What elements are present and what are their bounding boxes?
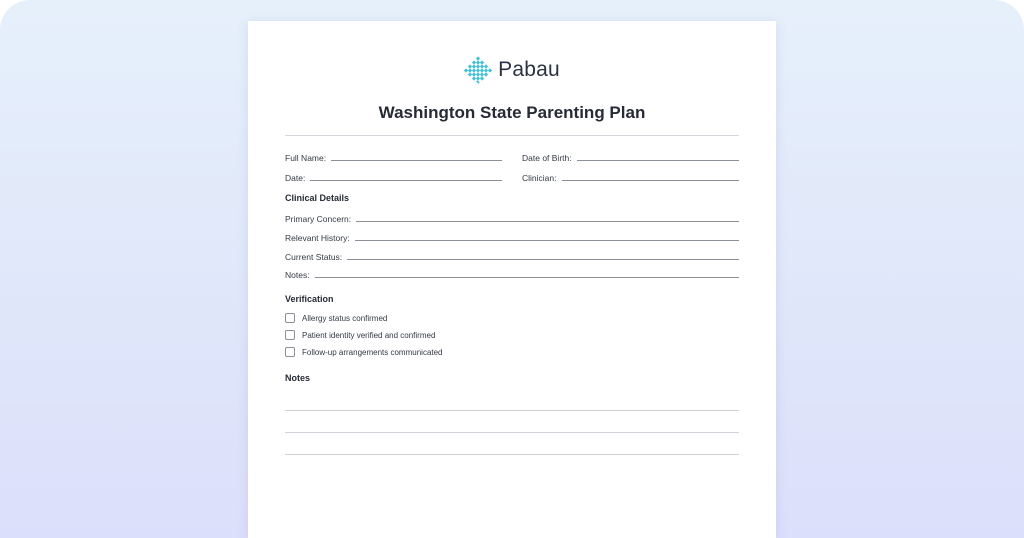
notes-line[interactable] (285, 432, 739, 433)
title-divider (285, 135, 739, 136)
current-status-line[interactable] (347, 259, 739, 260)
brand-logo (248, 55, 776, 85)
date-of-birth-label: Date of Birth: (522, 153, 572, 163)
date-field[interactable] (285, 169, 502, 183)
checkbox[interactable] (285, 313, 295, 323)
notes-line[interactable] (285, 454, 739, 455)
primary-concern-field[interactable] (285, 210, 739, 224)
date-line[interactable] (310, 180, 502, 181)
notes-heading: Notes (285, 373, 311, 383)
clinician-label: Clinician: (522, 173, 557, 183)
current-status-field[interactable] (285, 248, 739, 262)
checkbox-label: Follow-up arrangements communicated (302, 347, 443, 357)
full-name-label: Full Name: (285, 153, 327, 163)
form-sheet (248, 21, 776, 538)
verification-item-allergy[interactable] (285, 313, 387, 323)
clinical-notes-line[interactable] (315, 277, 739, 278)
checkbox[interactable] (285, 347, 295, 357)
relevant-history-label: Relevant History: (285, 233, 350, 243)
checkbox-label: Patient identity verified and confirmed (302, 330, 436, 340)
clinical-notes-field[interactable] (285, 266, 739, 280)
verification-item-follow-up[interactable] (285, 347, 443, 357)
primary-concern-line[interactable] (356, 221, 739, 222)
primary-concern-label: Primary Concern: (285, 214, 352, 224)
full-name-field[interactable] (285, 149, 502, 163)
clinical-details-heading: Clinical Details (285, 193, 350, 203)
checkbox-label: Allergy status confirmed (302, 313, 388, 323)
relevant-history-field[interactable] (285, 229, 739, 243)
checkbox[interactable] (285, 330, 295, 340)
clinician-field[interactable] (522, 169, 739, 183)
clinician-line[interactable] (562, 180, 740, 181)
verification-item-identity[interactable] (285, 330, 435, 340)
date-of-birth-field[interactable] (522, 149, 739, 163)
notes-line[interactable] (285, 410, 739, 411)
full-name-line[interactable] (331, 160, 502, 161)
pabau-diamond-icon (464, 56, 492, 84)
clinical-notes-label: Notes: (285, 270, 310, 280)
form-title: Washington State Parenting Plan (378, 103, 646, 122)
date-label: Date: (285, 173, 306, 183)
current-status-label: Current Status: (285, 252, 343, 262)
relevant-history-line[interactable] (355, 240, 739, 241)
date-of-birth-line[interactable] (577, 160, 739, 161)
verification-heading: Verification (285, 294, 334, 304)
brand-name: Pabau (498, 58, 560, 81)
